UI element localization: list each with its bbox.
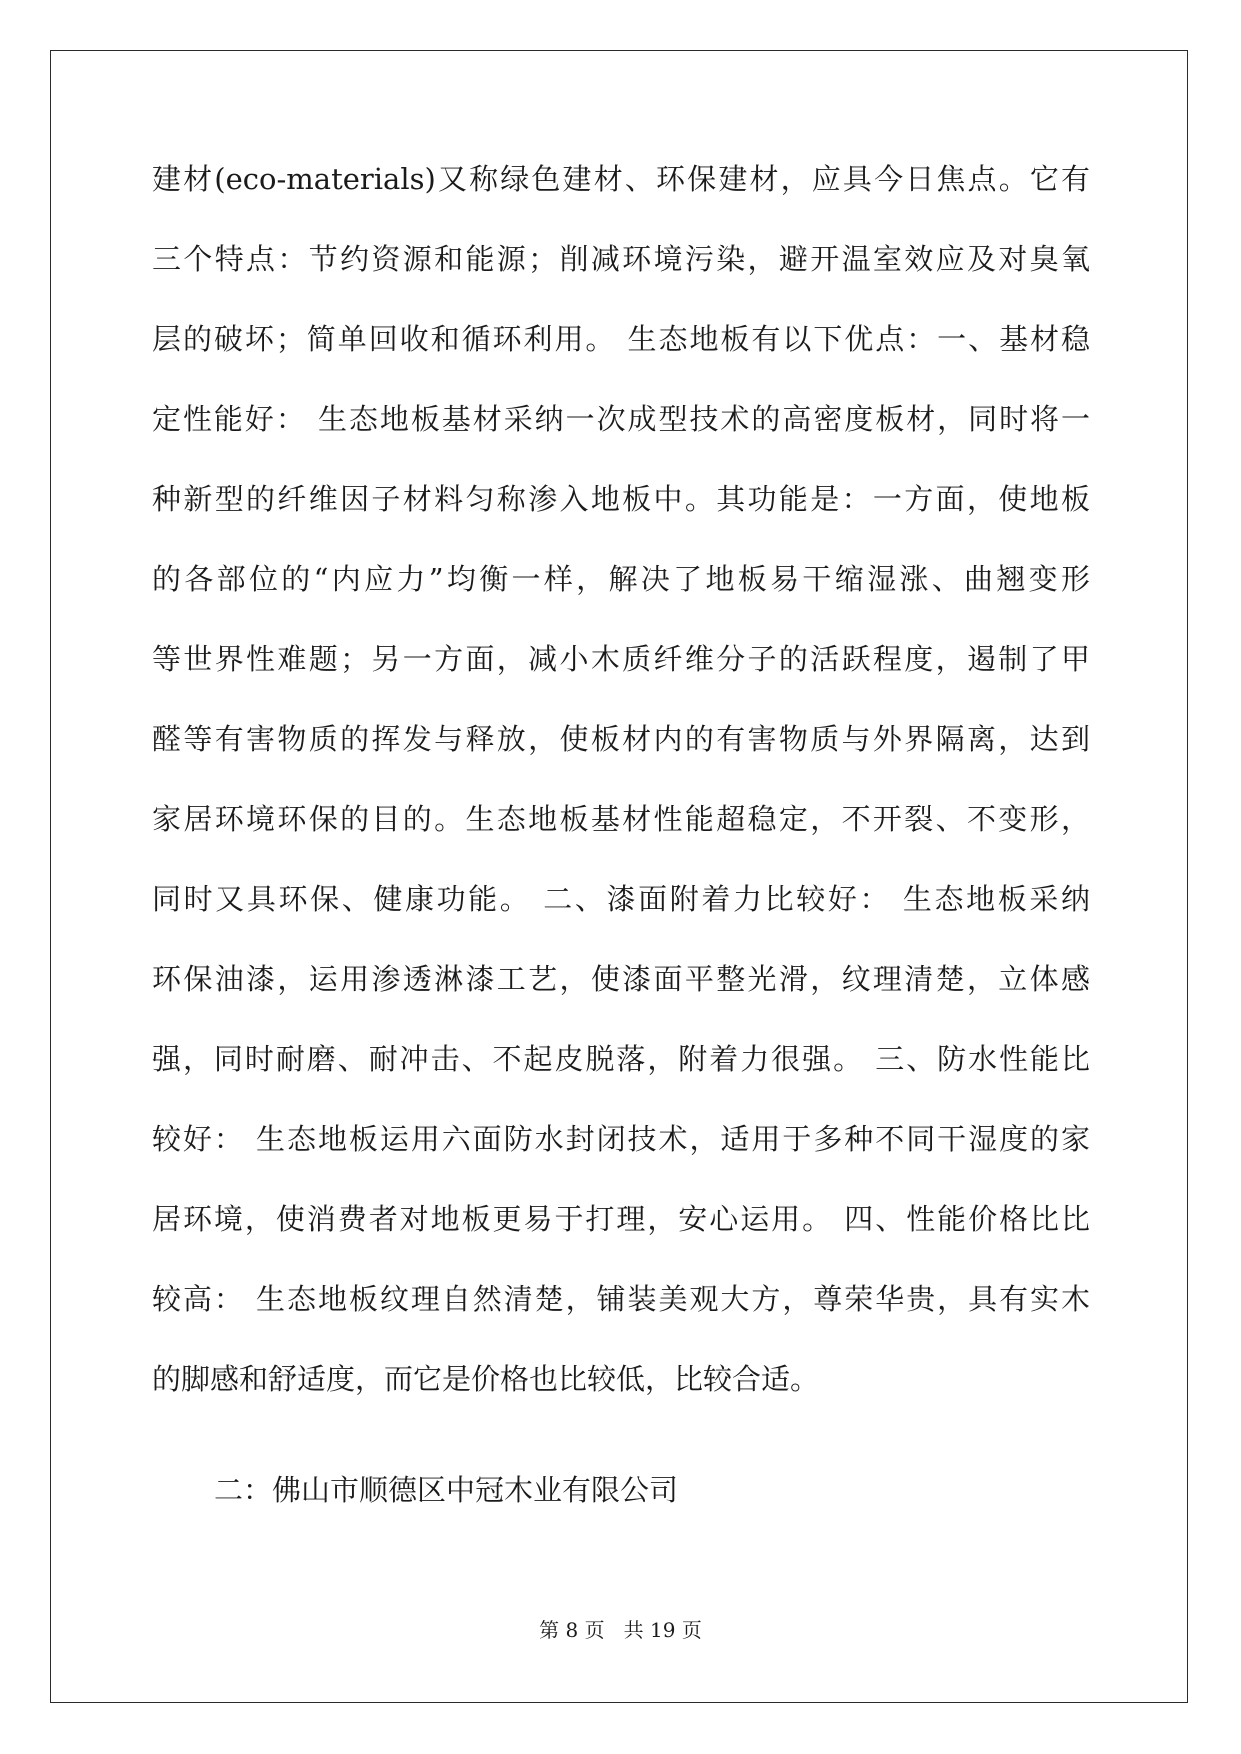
paragraph-line: 强，同时耐磨、耐冲击、不起皮脱落，附着力很强。 三、防水性能比 — [152, 1042, 1090, 1076]
page-number-footer: 第 8 页 共 19 页 — [539, 1618, 702, 1642]
paragraph-line: 等世界性难题；另一方面，减小木质纤维分子的活跃程度，遏制了甲 — [152, 642, 1090, 676]
paragraph-line: 同时又具环保、健康功能。 二、漆面附着力比较好： 生态地板采纳 — [152, 882, 1090, 916]
paragraph-line: 的脚感和舒适度，而它是价格也比较低，比较合适。 — [152, 1362, 820, 1396]
paragraph-line: 种新型的纤维因子材料匀称渗入地板中。其功能是：一方面，使地板 — [152, 482, 1090, 516]
paragraph-line: 定性能好： 生态地板基材采纳一次成型技术的高密度板材，同时将一 — [152, 402, 1090, 436]
paragraph-line: 醛等有害物质的挥发与释放，使板材内的有害物质与外界隔离，达到 — [152, 722, 1090, 756]
paragraph-line: 环保油漆，运用渗透淋漆工艺，使漆面平整光滑，纹理清楚，立体感 — [152, 962, 1090, 996]
paragraph-line: 较高： 生态地板纹理自然清楚，铺装美观大方，尊荣华贵，具有实木 — [152, 1282, 1090, 1316]
paragraph-line: 建材(eco-materials)又称绿色建材、环保建材，应具今日焦点。它有 — [152, 162, 1090, 196]
section-heading: 二：佛山市顺德区中冠木业有限公司 — [214, 1473, 679, 1507]
paragraph-line: 较好： 生态地板运用六面防水封闭技术，适用于多种不同干湿度的家 — [152, 1122, 1090, 1156]
paragraph-line: 居环境，使消费者对地板更易于打理，安心运用。 四、性能价格比比 — [152, 1202, 1090, 1236]
paragraph-line: 家居环境环保的目的。生态地板基材性能超稳定，不开裂、不变形， — [152, 802, 1090, 836]
paragraph-line: 三个特点：节约资源和能源；削减环境污染，避开温室效应及对臭氧 — [152, 242, 1090, 276]
paragraph-line: 层的破坏；简单回收和循环利用。 生态地板有以下优点：一、基材稳 — [152, 322, 1090, 356]
body-paragraph — [152, 161, 1090, 1441]
paragraph-line: 的各部位的“内应力”均衡一样，解决了地板易干缩湿涨、曲翘变形 — [152, 562, 1090, 596]
